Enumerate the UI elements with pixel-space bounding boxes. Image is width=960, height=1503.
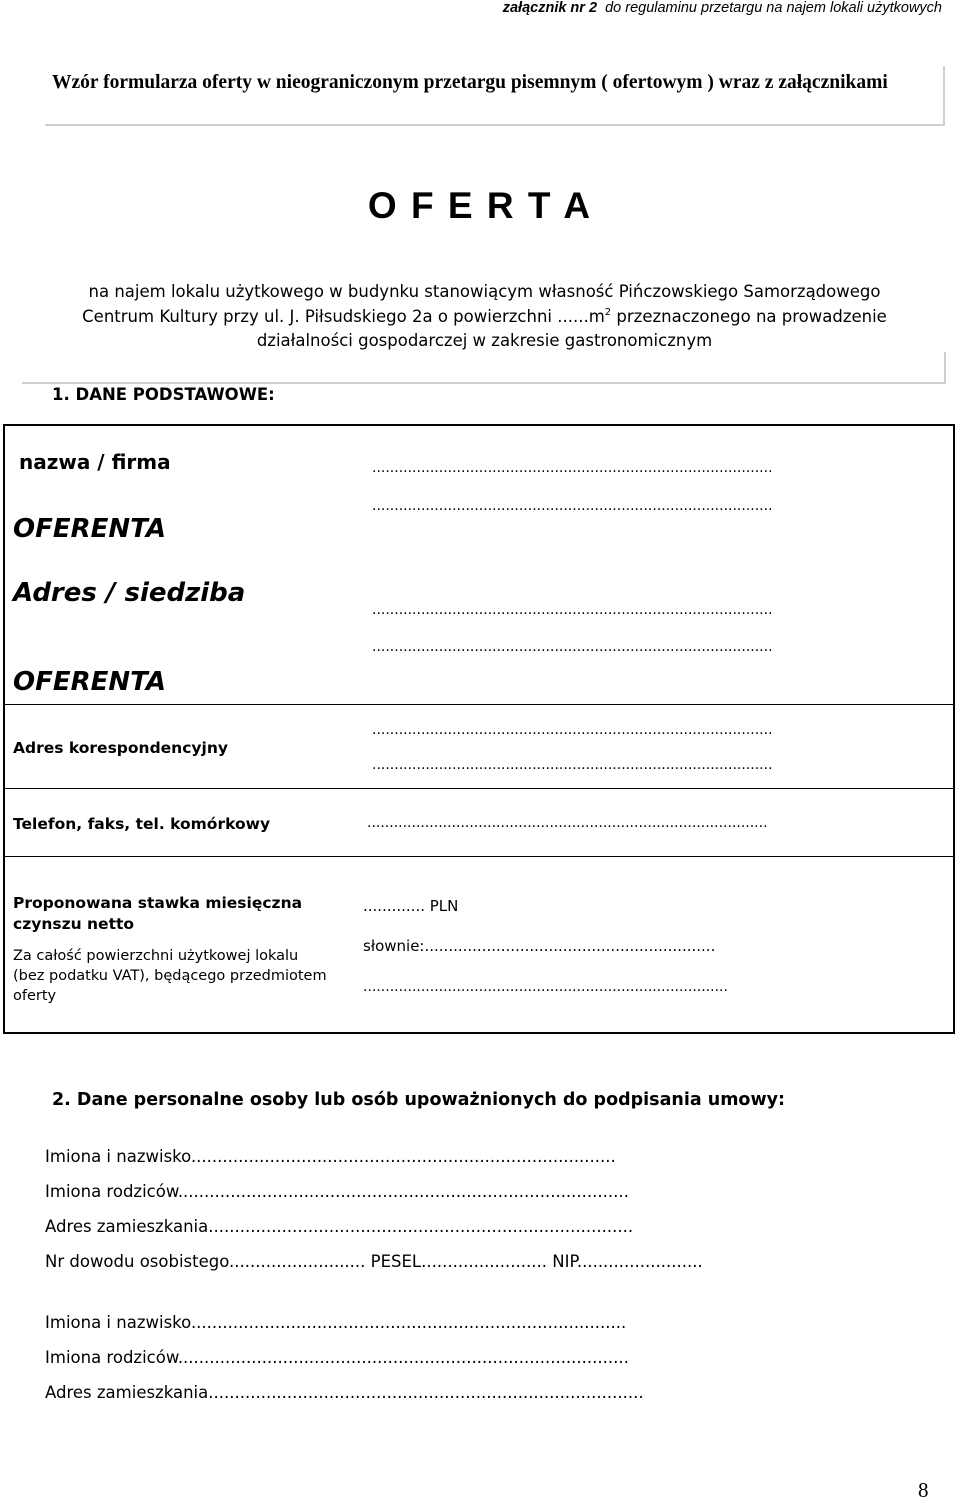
name-field-2[interactable]: .......................................................................................... (372, 498, 773, 514)
intro-sup: 2 (604, 306, 612, 318)
intro-line-2b: przeznaczonego na prowadzenie (611, 306, 887, 326)
rate-label-line-1: Proponowana stawka miesięczna (13, 894, 303, 912)
address-field-1[interactable]: .......................................................................................... (372, 602, 773, 618)
intro-line-1: na najem lokalu użytkowego w budynku stanowiącym własność Pińczowskiego Samorządowego (88, 282, 881, 301)
person1-name-field[interactable]: Imiona i nazwisko................................................................................. (45, 1147, 616, 1166)
person2-parents-field[interactable]: Imiona rodziców...................................................................................... (45, 1348, 629, 1367)
section-2-title: 2. Dane personalne osoby lub osób upoważnionych do podpisania umowy: (52, 1090, 786, 1110)
rate-label-line-2: czynszu netto (13, 915, 135, 933)
rate-description (13, 946, 327, 1006)
corr-address-field-1[interactable]: .......................................................................................... (372, 722, 773, 738)
corr-address-label: Adres korespondencyjny (13, 739, 228, 757)
attachment-description: do regulaminu przetargu na najem lokali użytkowych (605, 0, 942, 16)
row-divider (5, 856, 953, 857)
attachment-number: załącznik nr 2 (502, 0, 598, 16)
name-label: nazwa / firma (19, 450, 171, 474)
address-field-2[interactable]: .......................................................................................... (372, 639, 773, 655)
intro-line-2 (22, 305, 947, 330)
offer-heading: O F E R T A (367, 185, 593, 226)
address-label: Adres / siedziba (13, 578, 246, 608)
person1-id-field[interactable]: Nr dowodu osobistego.......................... PESEL........................ NIP........................ (45, 1252, 703, 1271)
attachment-header (503, 0, 942, 16)
corr-address-field-2[interactable]: .......................................................................................... (372, 757, 773, 773)
oferenta-label-2: OFERENTA (13, 667, 167, 697)
page-number: 8 (918, 1478, 929, 1502)
phone-field[interactable]: .......................................................................................... (367, 815, 768, 831)
row-divider (5, 788, 953, 789)
name-field-1[interactable]: .......................................................................................... (372, 460, 773, 476)
person1-address-field[interactable]: Adres zamieszkania................................................................................. (45, 1217, 634, 1236)
rate-label (13, 893, 302, 935)
phone-label: Telefon, faks, tel. komórkowy (13, 815, 271, 833)
intro-line-3: działalności gospodarczej w zakresie gastronomicznym (256, 331, 713, 350)
rate-desc-line-1: Za całość powierzchni użytkowej lokalu (13, 948, 299, 964)
person2-name-field[interactable]: Imiona i nazwisko................................................................................... (45, 1313, 627, 1332)
document-title: Wzór formularza oferty w nieograniczonym przetargu pisemnym ( ofertowym ) wraz z załącznikami (52, 72, 888, 93)
rate-desc-line-3: oferty (13, 988, 57, 1004)
person1-parents-field[interactable]: Imiona rodziców...................................................................................... (45, 1182, 629, 1201)
section-1-title: 1. DANE PODSTAWOWE: (52, 385, 275, 404)
intro-text (22, 280, 947, 354)
intro-line-2a: Centrum Kultury przy ul. J. Piłsudskiego 2a o powierzchni ......m (82, 306, 605, 326)
rate-desc-line-2: (bez podatku VAT), będącego przedmiotem (13, 968, 327, 984)
rate-pln-field[interactable]: ............. PLN (363, 897, 459, 915)
rate-words-field-2[interactable]: .................................................................................. (363, 979, 728, 995)
person2-address-field[interactable]: Adres zamieszkania................................................................................... (45, 1383, 644, 1402)
rate-words-field[interactable]: słownie:............................................................. (363, 937, 716, 955)
row-divider (5, 704, 953, 705)
basic-data-table (3, 424, 955, 1034)
oferenta-label-1: OFERENTA (13, 514, 167, 544)
separator-frame (22, 352, 946, 384)
